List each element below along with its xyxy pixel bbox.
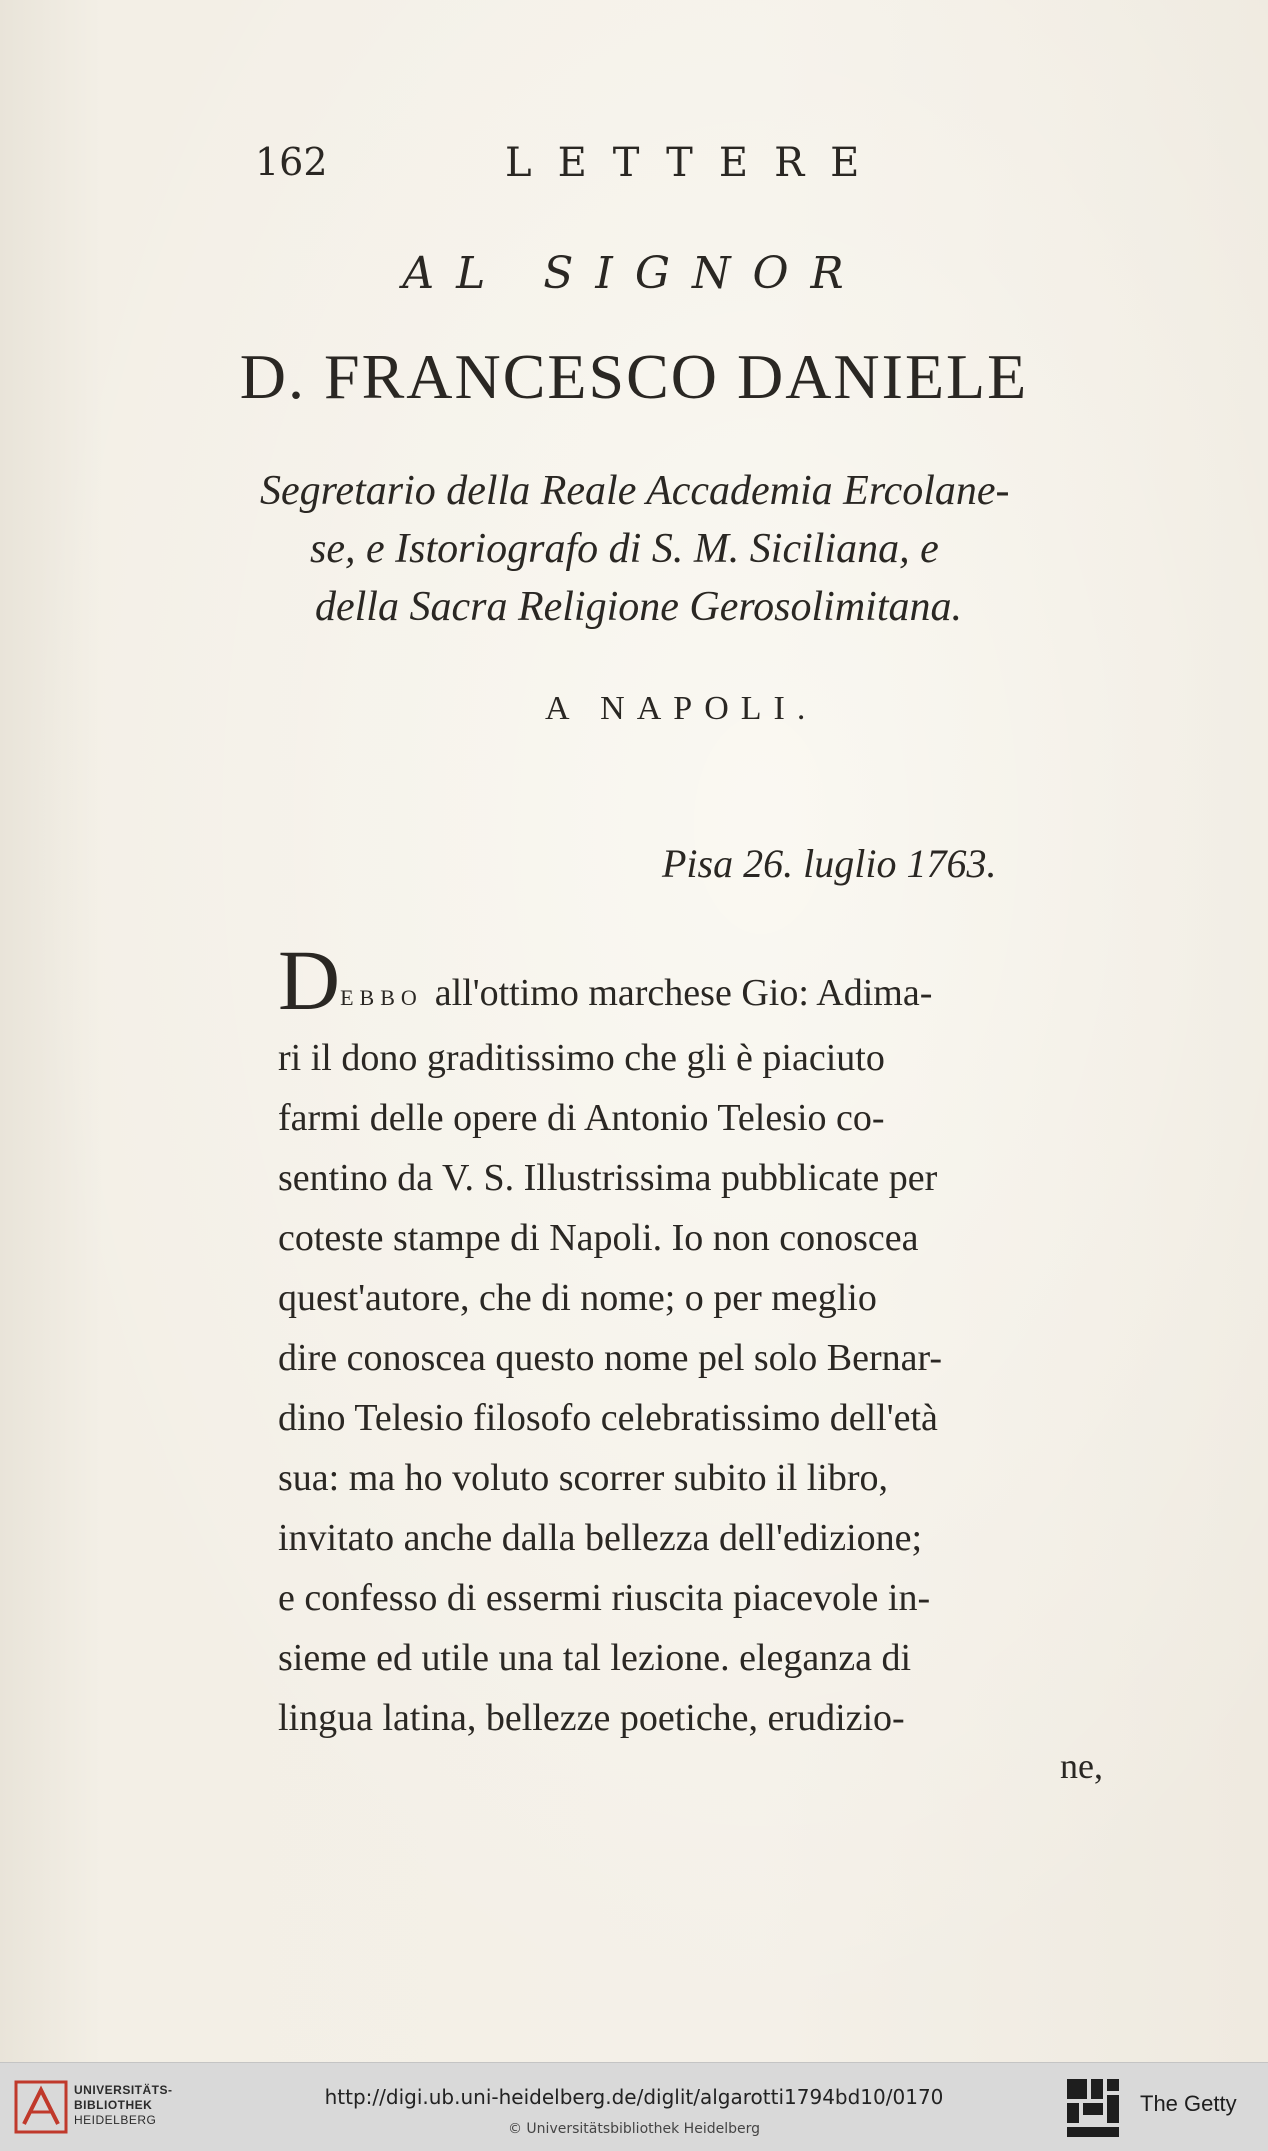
- permalink-url[interactable]: http://digi.ub.uni-heidelberg.de/diglit/algarotti1794bd10/0170: [324, 2085, 944, 2109]
- dateline: Pisa 26. luglio 1763.: [662, 841, 997, 886]
- letter-body: [278, 932, 1168, 1748]
- title-line: della Sacra Religione Gerosolimitana.: [315, 584, 963, 630]
- body-line: dire conoscea questo nome pel solo Bernar-: [278, 1337, 943, 1379]
- body-line: sieme ed utile una tal lezione. eleganza di: [278, 1637, 912, 1679]
- running-title: LETTERE: [505, 140, 886, 186]
- body-line: coteste stampe di Napoli. Io non conoscea: [278, 1217, 919, 1259]
- body-line: sua: ma ho voluto scorrer subito il libro,: [278, 1457, 889, 1499]
- page-header: [255, 140, 915, 200]
- body-line: dino Telesio filosofo celebratissimo dell'età: [278, 1397, 938, 1439]
- first-line-rest: all'ottimo marchese Gio: Adima-: [434, 972, 933, 1014]
- library-name-line: BIBLIOTHEK: [74, 2098, 153, 2112]
- viewer-footer: [0, 2062, 1268, 2151]
- addressee-name: D. FRANCESCO DANIELE: [239, 341, 1029, 412]
- salutation: AL SIGNOR: [402, 248, 866, 299]
- page-number: 162: [255, 140, 328, 184]
- title-line: Segretario della Reale Accademia Ercolane-: [260, 468, 1010, 514]
- catchword: ne,: [1060, 1746, 1103, 1786]
- body-line: e confesso di essermi riuscita piacevole in-: [278, 1577, 931, 1619]
- body-line: lingua latina, bellezze poetiche, erudizio-: [278, 1697, 905, 1739]
- library-name-line: UNIVERSITÄTS-: [74, 2083, 173, 2097]
- body-line: farmi delle opere di Antonio Telesio co-: [278, 1097, 885, 1139]
- body-line: ri il dono graditissimo che gli è piaciuto: [278, 1037, 885, 1079]
- getty-label: The Getty: [1140, 2091, 1237, 2116]
- getty-logo-icon: [1065, 2077, 1121, 2139]
- place-heading: A NAPOLI.: [545, 690, 818, 727]
- drop-cap: D: [278, 932, 341, 1028]
- body-line-first: [278, 932, 1168, 1028]
- first-word-rest: EBBO: [340, 985, 423, 1010]
- library-name-line: HEIDELBERG: [74, 2113, 157, 2127]
- body-line: sentino da V. S. Illustrissima pubblicate per: [278, 1157, 938, 1199]
- title-line: se, e Istoriografo di S. M. Siciliana, e: [310, 526, 939, 572]
- copyright-notice: © Universitätsbibliothek Heidelberg: [507, 2121, 760, 2137]
- body-line: invitato anche dalla bellezza dell'edizione;: [278, 1517, 923, 1559]
- body-line: quest'autore, che di nome; o per meglio: [278, 1277, 877, 1319]
- addressee-titles: [260, 462, 1160, 636]
